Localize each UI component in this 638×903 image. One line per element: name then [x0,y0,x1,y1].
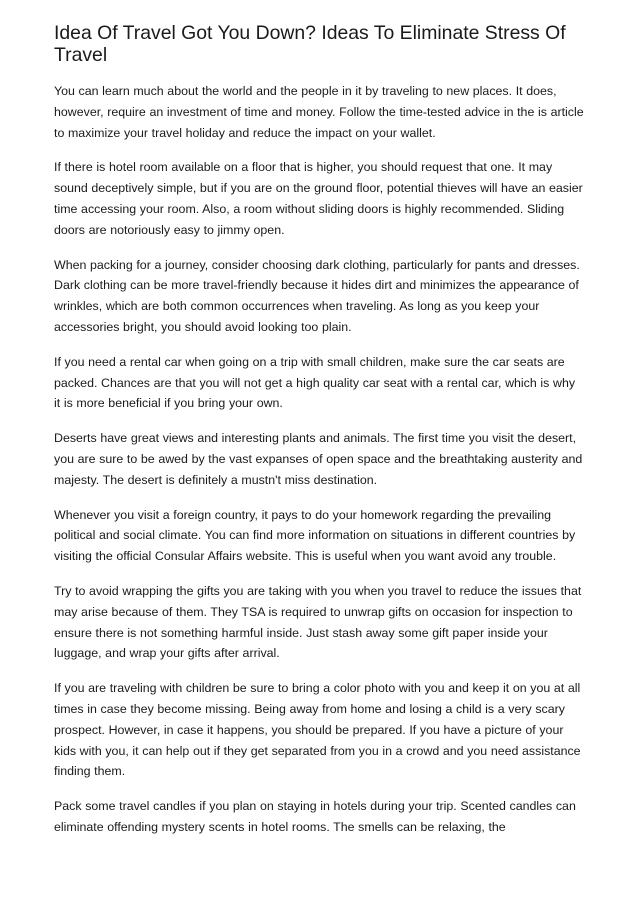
document-title: Idea Of Travel Got You Down? Ideas To Eliminate Stress Of Travel [54,22,566,66]
paragraph-travel-candles: Pack some travel candles if you plan on staying in hotels during your trip. Scented candles can eliminate offending mystery scents in hotel rooms. The smells can be relaxing, the [54,799,576,834]
paragraph-hotel-room: If there is hotel room available on a floor that is higher, you should request that one. It may sound deceptively simple, but if you are on the ground floor, potential thieves will have an easier time accessing your room. Also, a room without sliding doors is highly recommended. Sliding doors are notoriously easy to jimmy open. [54,160,583,237]
paragraph-rental-car: If you need a rental car when going on a trip with small children, make sure the car seats are packed. Chances are that you will not get a high quality car seat with a rental car, which is why it is more beneficial if you bring your own. [54,354,576,411]
paragraph-gifts: Try to avoid wrapping the gifts you are taking with you when you travel to reduce the issues that may arise because of them. They TSA is required to unwrap gifts on occasion for inspection to ensure there is not something harmful inside. Just stash away some gift paper inside your luggage, and wrap your gifts after arrival. [54,583,582,661]
paragraph-deserts: Deserts have great views and interesting plants and animals. The first time you visit the desert, you are sure to be awed by the vast expanses of open space and the breathtaking austerity and majesty. The desert is definitely a mustn't miss destination. [54,431,583,487]
paragraph-dark-clothing: When packing for a journey, consider choosing dark clothing, particularly for pants and dresses. Dark clothing can be more travel-friendly because it hides dirt and minimizes the appearance of wrinkles, which are both common occurrences when traveling. As long as you keep your accessories bright, you should avoid looking too plain. [54,257,580,334]
paragraph-foreign-country: Whenever you visit a foreign country, it pays to do your homework regarding the prevailing political and social climate. You can find more information on situations in different countries by visiting the official Consular Affairs website. This is useful when you want avoid any trouble. [54,507,576,564]
paragraph-intro: You can learn much about the world and the people in it by traveling to new places. It does, however, require an investment of time and money. Follow the time-tested advice in the is article to maximize your travel holiday and reduce the impact on your wallet. [54,84,584,140]
paragraph-children-photo: If you are traveling with children be sure to bring a color photo with you and keep it on you at all times in case they become missing. Being away from home and losing a child is a very scary prospect. However, in case it happens, you should be prepared. If you have a picture of your kids with you, it can help out if they get separated from you in a crowd and you need assistance finding them. [54,681,581,779]
